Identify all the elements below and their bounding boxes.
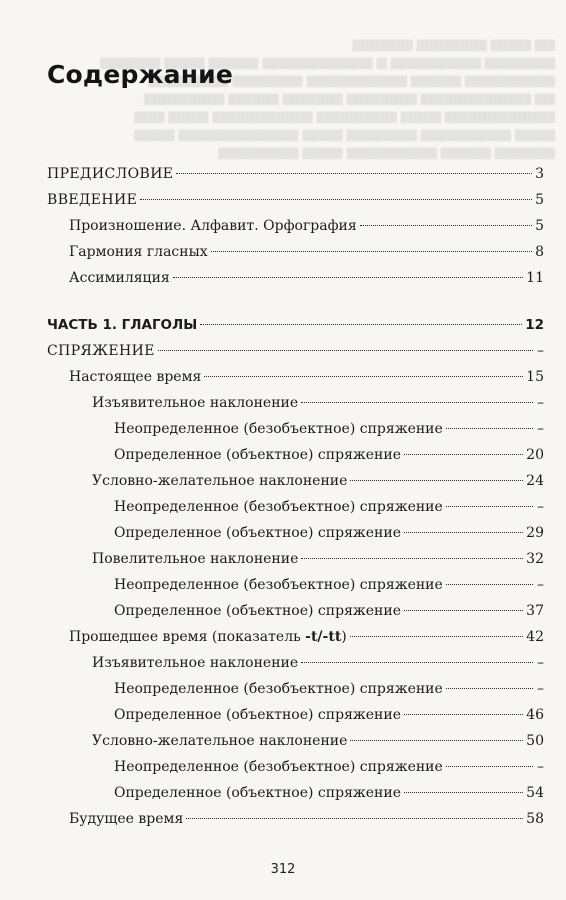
- toc-entry-page: –: [537, 655, 544, 671]
- toc-entry-label: Произношение. Алфавит. Орфография: [69, 218, 357, 234]
- toc-entry-label: СПРЯЖЕНИЕ: [47, 343, 155, 359]
- toc-entry-past-indicative-definite[interactable]: [114, 706, 544, 724]
- toc-entry-present-tense[interactable]: [69, 368, 544, 386]
- dot-leader: [404, 792, 523, 793]
- toc-entry-future-tense[interactable]: [69, 810, 544, 828]
- dot-leader: [404, 610, 523, 611]
- dot-leader: [173, 277, 523, 278]
- toc-entry-label-text: Прошедшее время (показатель: [69, 629, 306, 645]
- toc-entry-page: 46: [526, 707, 544, 723]
- toc-entry-label: Настоящее время: [69, 369, 202, 385]
- toc-entry-label: ВВЕДЕНИЕ: [47, 192, 138, 208]
- toc-entry-label: Ассимиляция: [69, 270, 170, 286]
- dot-leader: [446, 766, 533, 767]
- toc-entry-conjugation[interactable]: [47, 342, 544, 360]
- toc-entry-label: [69, 628, 347, 646]
- toc-entry-label: Определенное (объектное) спряжение: [114, 525, 402, 541]
- toc-entry-label: Определенное (объектное) спряжение: [114, 603, 402, 619]
- toc-entry-part-1-verbs[interactable]: [47, 316, 544, 334]
- toc-entry-label: Повелительное наклонение: [92, 551, 299, 567]
- toc-entry-page: 24: [526, 473, 544, 489]
- dot-leader: [404, 714, 523, 715]
- toc-entry-page: 32: [526, 551, 544, 567]
- dot-leader: [446, 584, 533, 585]
- toc-entry-past-conditional-definite[interactable]: [114, 784, 544, 802]
- toc-entry-page: 50: [526, 733, 544, 749]
- toc-entry-label: Гармония гласных: [69, 244, 208, 260]
- toc-entry-label: Определенное (объектное) спряжение: [114, 707, 402, 723]
- toc-entry-page: –: [537, 577, 544, 593]
- toc-entry-label: Неопределенное (безобъектное) спряжение: [114, 421, 443, 437]
- toc-entry-imperative[interactable]: [92, 550, 544, 568]
- toc-entry-label: Изъявительное наклонение: [92, 655, 299, 671]
- dot-leader: [200, 324, 522, 325]
- toc-entry-label: Условно-желательное наклонение: [92, 733, 348, 749]
- toc-entry-page: 15: [526, 369, 544, 385]
- toc-entry-imperative-definite[interactable]: [114, 602, 544, 620]
- dot-leader: [350, 480, 523, 481]
- toc-entry-past-conditional[interactable]: [92, 732, 544, 750]
- toc-entry-label-close: ): [341, 629, 347, 645]
- toc-entry-page: 42: [526, 629, 544, 645]
- dot-leader: [360, 225, 532, 226]
- toc-entry-page: 5: [535, 192, 544, 208]
- toc-entry-introduction[interactable]: [47, 191, 544, 209]
- dot-leader: [176, 173, 532, 174]
- dot-leader: [211, 251, 532, 252]
- toc-entry-page: 3: [535, 166, 544, 182]
- suffix-marker: -t/-tt: [305, 629, 342, 645]
- toc-entry-label: Определенное (объектное) спряжение: [114, 785, 402, 801]
- toc-entry-label: Условно-желательное наклонение: [92, 473, 348, 489]
- dot-leader: [446, 428, 533, 429]
- toc-entry-label: Неопределенное (безобъектное) спряжение: [114, 681, 443, 697]
- toc-entry-page: 37: [526, 603, 544, 619]
- toc-entry-present-conditional[interactable]: [92, 472, 544, 490]
- dot-leader: [301, 662, 533, 663]
- toc-entry-page: 29: [526, 525, 544, 541]
- dot-leader: [446, 506, 533, 507]
- dot-leader: [350, 740, 523, 741]
- toc-entry-label: Определенное (объектное) спряжение: [114, 447, 402, 463]
- toc-entry-present-conditional-definite[interactable]: [114, 524, 544, 542]
- toc-entry-page: –: [537, 759, 544, 775]
- toc-entry-label: ПРЕДИСЛОВИЕ: [47, 166, 174, 182]
- toc-entry-label: Неопределенное (безобъектное) спряжение: [114, 577, 443, 593]
- toc-entry-present-indicative-indefinite[interactable]: [114, 420, 544, 438]
- dot-leader: [204, 376, 523, 377]
- toc-entry-label: Будущее время: [69, 811, 184, 827]
- toc-entry-page: 12: [525, 317, 544, 333]
- toc-entry-page: –: [537, 681, 544, 697]
- toc-entry-page: –: [537, 395, 544, 411]
- toc-entry-present-indicative-definite[interactable]: [114, 446, 544, 464]
- toc-entry-page: 8: [535, 244, 544, 260]
- toc-entry-preface[interactable]: [47, 165, 544, 183]
- toc-entry-assimilation[interactable]: [69, 269, 544, 287]
- dot-leader: [404, 454, 523, 455]
- toc-entry-page: –: [537, 343, 544, 359]
- toc-entry-page: 20: [526, 447, 544, 463]
- toc-entry-past-tense[interactable]: [69, 628, 544, 646]
- page-title: Содержание: [47, 60, 234, 89]
- toc-entry-label: Неопределенное (безобъектное) спряжение: [114, 759, 443, 775]
- dot-leader: [140, 199, 532, 200]
- dot-leader: [404, 532, 523, 533]
- toc-entry-page: –: [537, 499, 544, 515]
- toc-entry-page: 5: [535, 218, 544, 234]
- dot-leader: [301, 558, 523, 559]
- toc-entry-pronunciation[interactable]: [69, 217, 544, 235]
- toc-entry-page: 54: [526, 785, 544, 801]
- toc-entry-page: –: [537, 421, 544, 437]
- toc-entry-imperative-indefinite[interactable]: [114, 576, 544, 594]
- toc-entry-label: Неопределенное (безобъектное) спряжение: [114, 499, 443, 515]
- dot-leader: [186, 818, 523, 819]
- dot-leader: [446, 688, 533, 689]
- toc-entry-page: 58: [526, 811, 544, 827]
- toc-entry-present-conditional-indefinite[interactable]: [114, 498, 544, 516]
- toc-entry-label: ЧАСТЬ 1. ГЛАГОЛЫ: [47, 317, 198, 333]
- toc-entry-vowel-harmony[interactable]: [69, 243, 544, 261]
- page-number: 312: [270, 862, 296, 877]
- toc-entry-past-indicative-indefinite[interactable]: [114, 680, 544, 698]
- dot-leader: [158, 350, 533, 351]
- toc-entry-past-indicative[interactable]: [92, 654, 544, 672]
- toc-entry-page: 11: [526, 270, 544, 286]
- dot-leader: [301, 402, 533, 403]
- toc-entry-present-indicative[interactable]: [92, 394, 544, 412]
- toc-entry-past-conditional-indefinite[interactable]: [114, 758, 544, 776]
- toc-entry-label: Изъявительное наклонение: [92, 395, 299, 411]
- dot-leader: [350, 636, 523, 637]
- show-through-text: ▆▆ ▆▆▆▆ ▆▆▆▆▆▆▆ ▆▆▆▆▆▆ ▆▆▆▆▆▆▆ ▆▆▆▆▆▆▆▆▆ ▆ ▆▆▆▆▆▆▆▆▆▆▆ ▆▆▆▆▆ ▆▆▆▆ ▆▆▆▆▆▆ ▆▆▆▆▆▆▆▆▆ ▆▆▆▆▆ ▆▆▆▆▆▆▆▆▆▆ ▆▆▆▆▆▆▆ ▆▆▆▆▆▆▆▆ ▆▆ ▆▆▆▆▆▆▆▆▆▆▆ ▆▆▆▆▆▆▆ ▆▆▆▆▆▆ ▆▆▆▆▆ ▆▆▆▆▆▆▆▆ ▆▆▆▆▆▆▆▆▆▆▆ ▆▆▆▆ ▆▆▆▆▆▆▆▆ ▆▆▆▆▆▆▆▆▆▆ ▆▆▆▆ ▆▆▆ ▆▆▆▆ ▆▆▆▆▆▆▆▆▆ ▆▆▆▆▆▆▆ ▆▆▆▆ ▆▆▆▆▆▆▆▆▆▆▆▆ ▆▆▆▆ ▆▆▆▆▆▆ ▆▆▆▆▆ ▆▆▆▆▆▆▆▆▆ ▆▆▆▆ ▆▆▆▆▆▆▆▆: [100, 37, 555, 160]
